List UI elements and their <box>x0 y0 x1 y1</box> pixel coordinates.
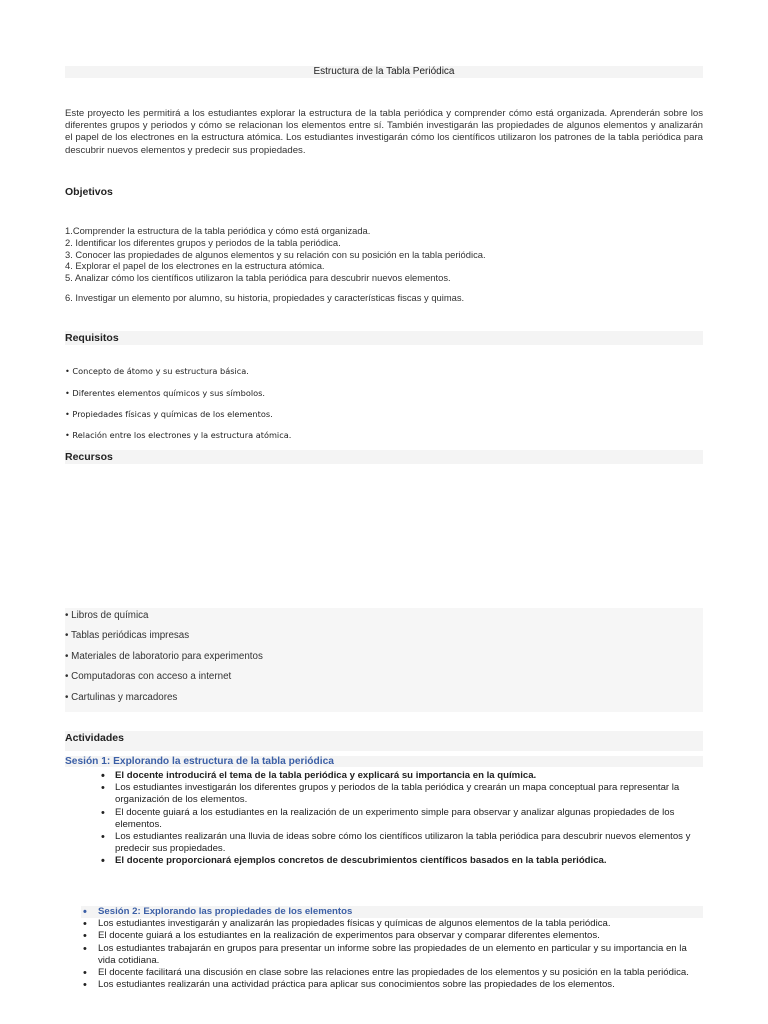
document-title: Estructura de la Tabla Periódica <box>65 66 703 78</box>
requisito-item: • Relación entre los electrones y la estructura atómica. <box>65 430 292 440</box>
recurso-item: • Cartulinas y marcadores <box>65 692 178 703</box>
objetivo-item: 3. Conocer las propiedades de algunos elementos y su relación con su posición en la tabla periódica. <box>65 248 486 260</box>
list-item: • El docente facilitará una discusión en clase sobre las relaciones entre las propiedades de los elementos y su posición en la tabla periódica. <box>81 967 703 979</box>
requisitos-heading: Requisitos <box>65 331 703 345</box>
list-item: • El docente proporcionará ejemplos concretos de descubrimientos científicos basados en la tabla periódica. <box>98 855 704 867</box>
recursos-heading: Recursos <box>65 450 703 464</box>
sesion-1-list <box>98 770 704 868</box>
list-item: • El docente guiará a los estudiantes en la realización de experimentos para observar y comparar diferentes elementos. <box>81 930 703 942</box>
requisito-item: • Propiedades físicas y químicas de los elementos. <box>65 409 273 419</box>
recurso-item: • Libros de química <box>65 610 149 621</box>
actividades-heading: Actividades <box>65 731 703 751</box>
list-item: • Los estudiantes realizarán una lluvia de ideas sobre cómo los científicos utilizaron la tabla periódica para descubrir nuevos elementos y predecir sus propiedades. <box>98 831 704 855</box>
recurso-item: • Materiales de laboratorio para experimentos <box>65 651 263 662</box>
objetivos-heading: Objetivos <box>65 186 113 198</box>
list-item: • El docente introducirá el tema de la tabla periódica y explicará su importancia en la química. <box>98 770 704 782</box>
list-item: • Los estudiantes investigarán los diferentes grupos y periodos de la tabla periódica y crearán un mapa conceptual para representar la organización de los elementos. <box>98 782 704 806</box>
recursos-list <box>65 608 703 712</box>
objetivo-item: 5. Analizar cómo los científicos utilizaron la tabla periódica para descubrir nuevos elementos. <box>65 272 451 284</box>
list-item: • Los estudiantes investigarán y analizarán las propiedades físicas y químicas de algunos elementos de la tabla periódica. <box>81 918 703 930</box>
objetivo-item: 6. Investigar un elemento por alumno, su historia, propiedades y características fiscas y quimas. <box>65 291 465 303</box>
sesion-1-title: Sesión 1: Explorando la estructura de la tabla periódica <box>65 756 703 767</box>
recurso-item: • Computadoras con acceso a internet <box>65 671 232 682</box>
sesion-2-title: • Sesión 2: Explorando las propiedades de los elementos <box>81 906 703 918</box>
objetivo-item: 1.Comprender la estructura de la tabla periódica y cómo está organizada. <box>65 225 371 236</box>
requisito-item: • Concepto de átomo y su estructura básica. <box>65 366 249 376</box>
objetivo-item: 4. Explorar el papel de los electrones en la estructura atómica. <box>65 260 325 272</box>
objetivos-list <box>65 225 703 304</box>
list-item: • El docente guiará a los estudiantes en la realización de un experimento simple para observar y analizar algunas propiedades de los elementos. <box>98 807 704 831</box>
list-item: • Los estudiantes realizarán una actividad práctica para aplicar sus conocimientos sobre las propiedades de los elementos. <box>81 979 703 991</box>
requisito-item: • Diferentes elementos químicos y sus símbolos. <box>65 388 266 398</box>
objetivo-item: 2. Identificar los diferentes grupos y periodos de la tabla periódica. <box>65 236 341 248</box>
list-item: • Los estudiantes trabajarán en grupos para presentar un informe sobre las propiedades de un elemento en particular y su importancia en la vida cotidiana. <box>81 943 703 967</box>
recurso-item: • Tablas periódicas impresas <box>65 630 190 641</box>
intro-paragraph: Este proyecto les permitirá a los estudiantes explorar la estructura de la tabla periódica y comprender cómo está organizada. Aprenderán sobre los diferentes grupos y periodos y cómo se relacionan los elementos entre sí. También investigarán las propiedades de algunos elementos y analizarán el papel de los electrones en la estructura atómica. Los estudiantes investigarán cómo los científicos utilizaron los patrones de la tabla periódica para descubrir nuevos elementos y predecir sus propiedades. <box>65 108 703 156</box>
sesion-2-list <box>81 906 703 991</box>
